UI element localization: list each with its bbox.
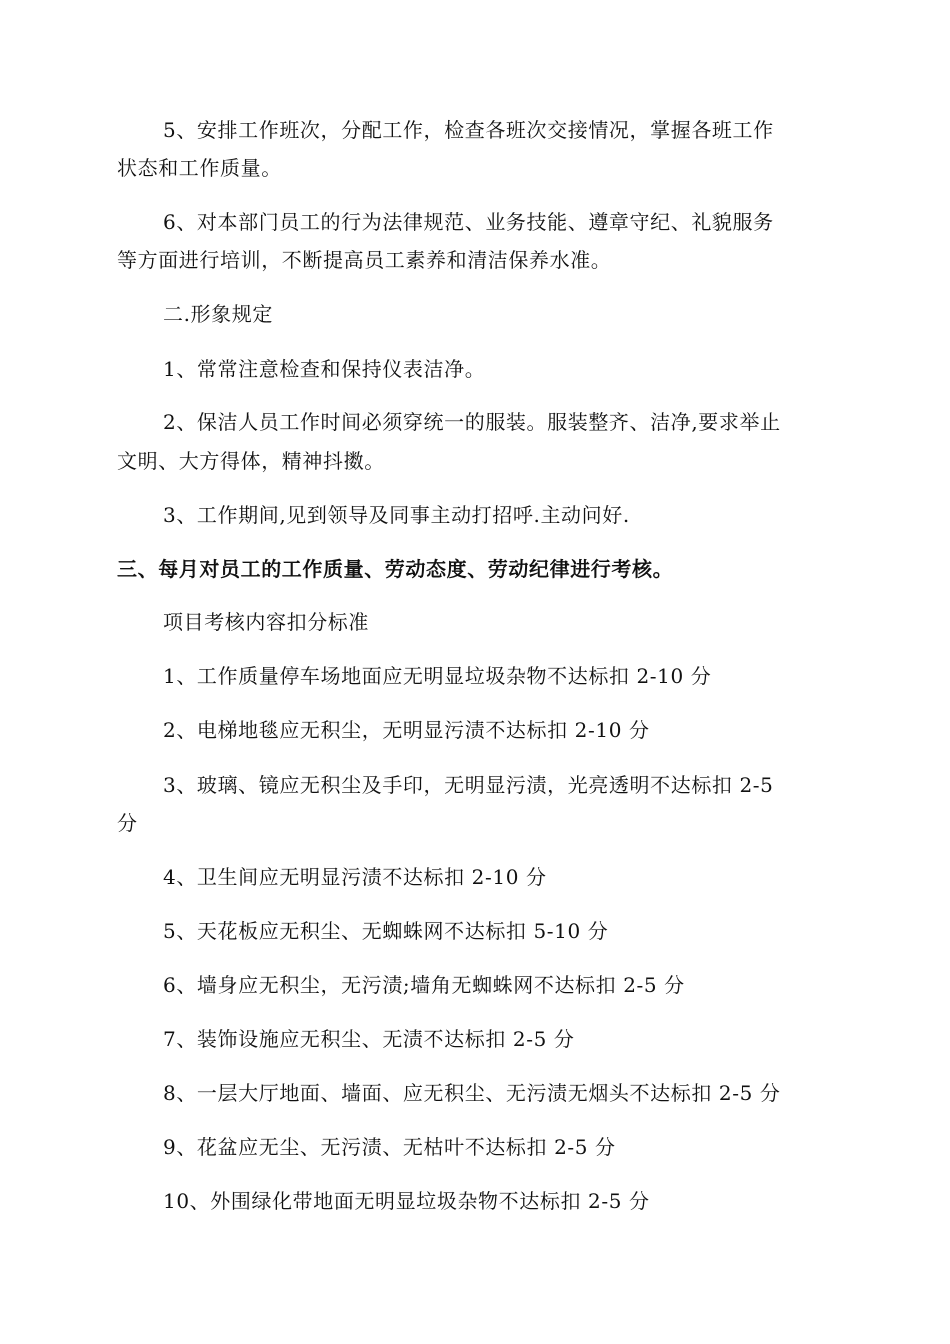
assessment-item-9: 9、花盆应无尘、无污渍、无枯叶不达标扣 2-5 分 — [163, 1135, 616, 1159]
assessment-item-7: 7、装饰设施应无积尘、无渍不达标扣 2-5 分 — [163, 1027, 575, 1051]
assessment-table-header: 项目考核内容扣分标准 — [163, 610, 369, 634]
paragraph-6-line-2: 等方面进行培训，不断提高员工素养和清洁保养水准。 — [117, 248, 612, 272]
section-3-heading: 三、每月对员工的工作质量、劳动态度、劳动纪律进行考核。 — [117, 557, 674, 581]
assessment-item-3-line-2: 分 — [117, 811, 138, 835]
paragraph-6-line-1: 6、对本部门员工的行为法律规范、业务技能、遵章守纪、礼貌服务 — [163, 210, 774, 234]
assessment-item-5: 5、天花板应无积尘、无蜘蛛网不达标扣 5-10 分 — [163, 919, 609, 943]
paragraph-5-line-2: 状态和工作质量。 — [117, 156, 282, 180]
section-2-heading: 二.形象规定 — [163, 302, 273, 326]
image-rule-2-line-2: 文明、大方得体，精神抖擞。 — [117, 449, 385, 473]
image-rule-2-line-1: 2、保洁人员工作时间必须穿统一的服装。服装整齐、洁净,要求举止 — [163, 410, 781, 434]
assessment-item-2: 2、电梯地毯应无积尘，无明显污渍不达标扣 2-10 分 — [163, 718, 650, 742]
assessment-item-10: 10、外围绿化带地面无明显垃圾杂物不达标扣 2-5 分 — [163, 1189, 650, 1213]
assessment-item-1: 1、工作质量停车场地面应无明显垃圾杂物不达标扣 2-10 分 — [163, 664, 712, 688]
assessment-item-8: 8、一层大厅地面、墙面、应无积尘、无污渍无烟头不达标扣 2-5 分 — [163, 1081, 781, 1105]
paragraph-5-line-1: 5、安排工作班次，分配工作，检查各班次交接情况，掌握各班工作 — [163, 118, 774, 142]
assessment-item-6: 6、墙身应无积尘，无污渍;墙角无蜘蛛网不达标扣 2-5 分 — [163, 973, 685, 997]
image-rule-1: 1、常常注意检查和保持仪表洁净。 — [163, 357, 486, 381]
assessment-item-4: 4、卫生间应无明显污渍不达标扣 2-10 分 — [163, 865, 547, 889]
assessment-item-3-line-1: 3、玻璃、镜应无积尘及手印，无明显污渍，光亮透明不达标扣 2-5 — [163, 773, 774, 797]
image-rule-3: 3、工作期间,见到领导及同事主动打招呼.主动问好. — [163, 503, 630, 527]
